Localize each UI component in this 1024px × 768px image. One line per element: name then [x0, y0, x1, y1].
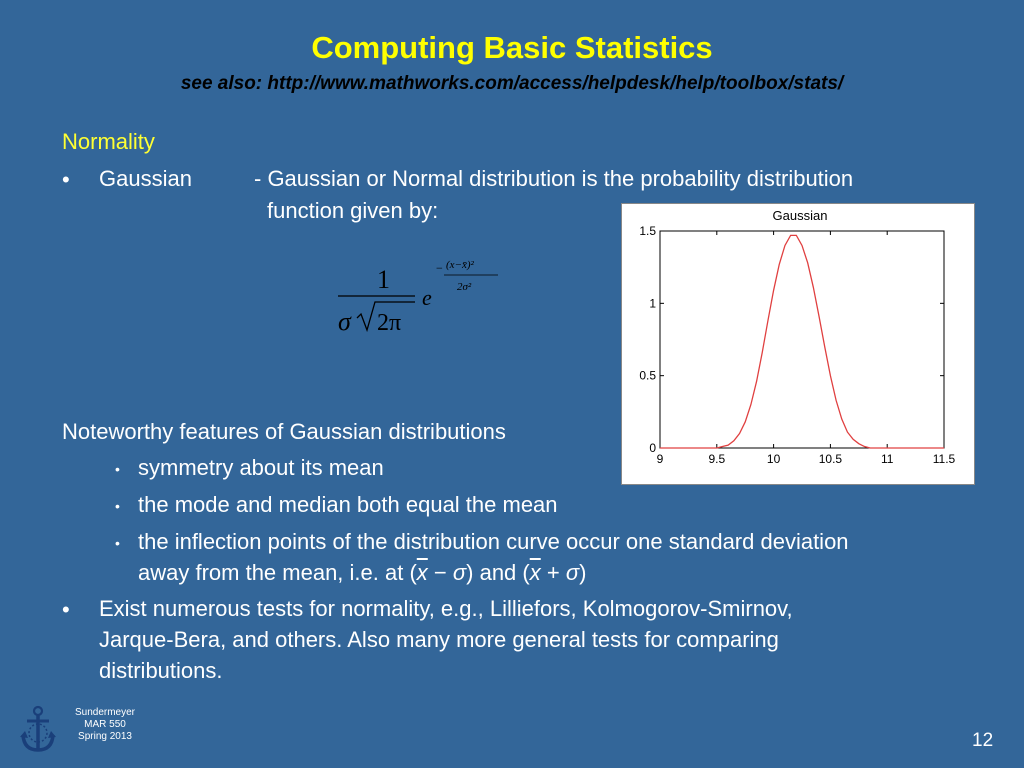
tests-line-1: Exist numerous tests for normality, e.g., Lilliefors, Kolmogorov-Smirnov,	[99, 596, 793, 621]
gaussian-desc-2: function given by:	[267, 198, 439, 223]
x-tick-label: 10.5	[818, 452, 843, 466]
sub-bullet-3: •	[115, 535, 120, 551]
footer-author: Sundermeyer	[74, 707, 136, 718]
slide-title: Computing Basic Statistics	[311, 30, 713, 65]
x-tick-label: 11	[880, 452, 894, 466]
x-tick-label: 9.5	[708, 452, 726, 466]
sub-bullet-2: •	[115, 498, 120, 514]
svg-text:2π: 2π	[377, 310, 402, 336]
feature-mode-median: the mode and median both equal the mean	[138, 492, 558, 517]
x-tick-label: 9	[656, 452, 664, 466]
features-heading: Noteworthy features of Gaussian distributions	[62, 419, 506, 444]
inflection-mid1: −	[427, 560, 453, 585]
bullet-gaussian: •	[62, 167, 70, 192]
mean-symbol-2: $\overline{x}$	[529, 560, 541, 585]
feature-inflection-line2	[138, 560, 586, 586]
inflection-mid3: +	[540, 560, 566, 585]
footer-info	[55, 707, 155, 743]
anchor-logo	[18, 703, 58, 755]
gaussian-formula	[330, 250, 520, 340]
feature-inflection: the inflection points of the distribution curve occur one standard deviation	[138, 529, 849, 554]
footer-term: Spring 2013	[78, 731, 132, 742]
footer-course: MAR 550	[84, 719, 126, 730]
formula-base: e	[422, 285, 432, 310]
formula-numerator: 1	[377, 265, 390, 294]
formula-exp-denominator: 2σ²	[457, 281, 472, 293]
section-heading: Normality	[62, 129, 155, 154]
tests-line-2: Jarque-Bera, and others. Also many more general tests for comparing	[99, 627, 779, 652]
formula-exp-sign: −	[436, 261, 443, 275]
x-tick-label: 11.5	[932, 452, 956, 466]
y-tick-label: 1	[649, 296, 656, 311]
inflection-post: )	[579, 560, 587, 585]
gaussian-label: Gaussian	[99, 166, 192, 191]
gaussian-desc-1: - Gaussian or Normal distribution is the probability distribution	[254, 166, 854, 191]
svg-text:σ: σ	[338, 307, 351, 336]
inflection-mid2: ) and (	[466, 560, 530, 585]
tests-line-3: distributions.	[99, 658, 223, 683]
chart-title: Gaussian	[772, 208, 828, 223]
sub-bullet-1: •	[115, 461, 120, 477]
sigma-symbol-1: σ	[452, 560, 467, 585]
y-tick-label: 0	[649, 441, 656, 455]
page-number: 12	[972, 730, 994, 751]
formula-exp-numerator: (x−x̄)²	[446, 259, 474, 271]
y-tick-label: 1.5	[639, 224, 656, 238]
x-tick-label: 10	[766, 452, 781, 466]
feature-symmetry: symmetry about its mean	[138, 455, 384, 480]
mean-symbol-1: $\overline{x}$	[416, 560, 428, 585]
slide-subtitle: see also: http://www.mathworks.com/access/helpdesk/help/toolbox/stats/	[180, 73, 844, 94]
plot-area	[660, 231, 944, 448]
y-tick-label: 0.5	[639, 368, 656, 383]
gaussian-chart	[621, 203, 975, 485]
bullet-tests: •	[62, 597, 70, 622]
inflection-pre: away from the mean, i.e. at (	[138, 560, 417, 585]
sigma-symbol-2: σ	[565, 560, 580, 585]
chart-svg	[622, 204, 974, 484]
